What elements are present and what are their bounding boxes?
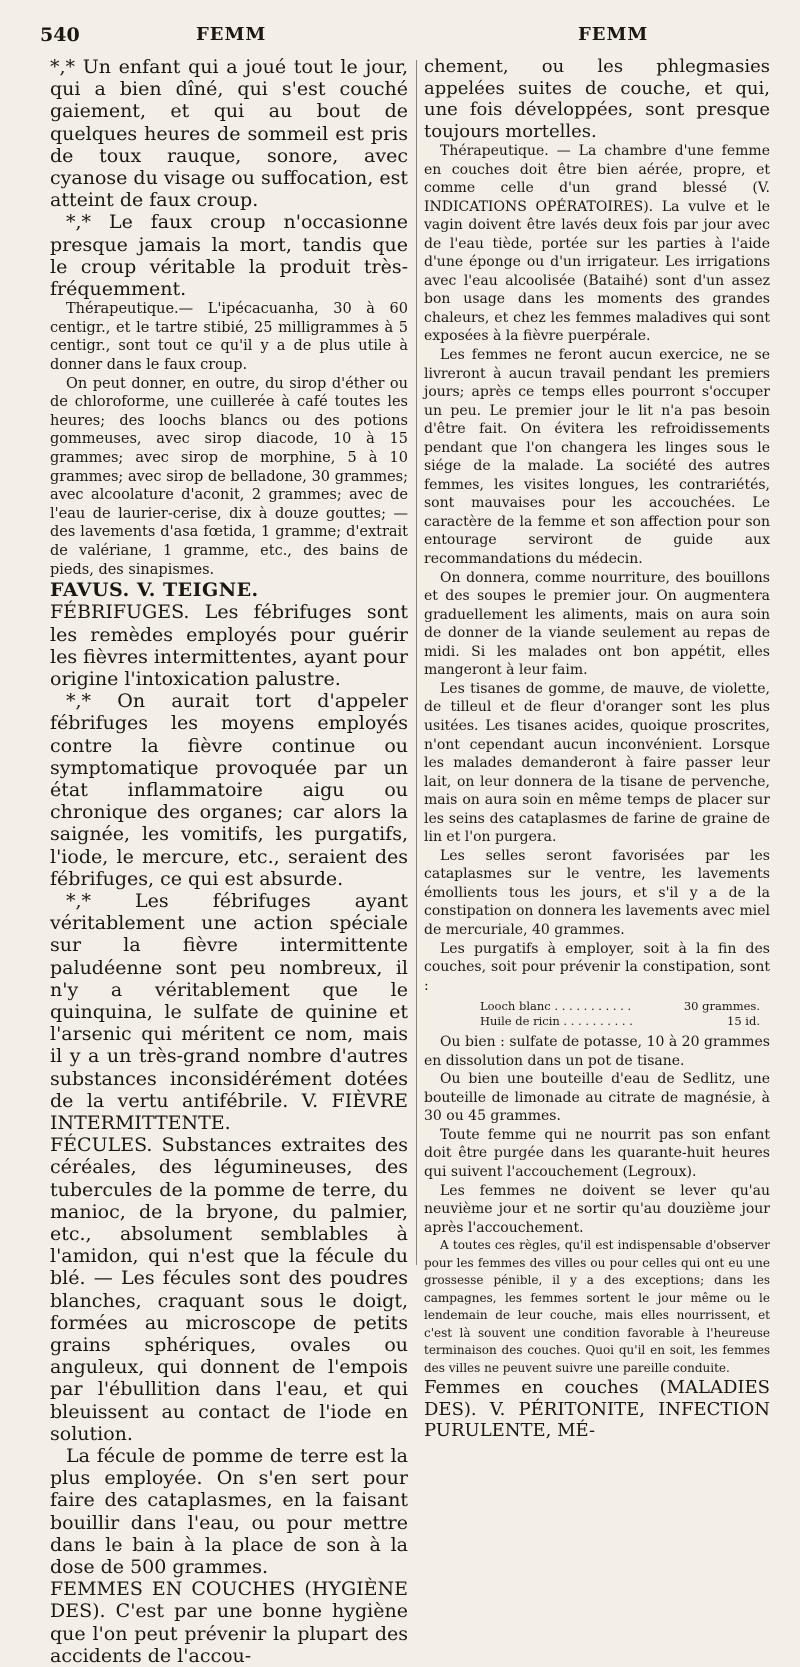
paragraph: chement, ou les phlegmasies appelées suites de couche, et qui, une fois développées, sont presque toujours mortelles. [424, 56, 770, 142]
paragraph: *,* Les fébrifuges ayant véritablement une action spéciale sur la fièvre intermittente paludéenne sont peu nombreux, il n'y a véritablement que le quinquina, le sulfate de quinine et l'arsenic qui méritent ce nom, mais il y a un très-grand nombre d'autres substances inconsidérément dotées de la vertu antifébrile. V. FIÈVRE INTERMITTENTE. [50, 889, 408, 1135]
paragraph: On donnera, comme nourriture, des bouillons et des soupes le premier jour. On augmentera graduellement les aliments, mais on aura soin de donner de la viande seulement au repas de midi. Si les malades ont bon appétit, elles mangeront à leur faim. [424, 569, 770, 679]
column-divider [416, 60, 417, 1265]
recipe-row [424, 999, 770, 1014]
entry-heading: FAVUS. V. TEIGNE. [50, 579, 259, 602]
paragraph: *,* Le faux croup n'occasionne presque jamais la mort, tandis que le croup véritable la produit très-fréquemment. [50, 211, 408, 301]
paragraph: Toute femme qui ne nourrit pas son enfant doit être purgée dans les quarante-huit heures qui suivent l'accouchement (Legroux). [424, 1126, 770, 1180]
paragraph: Les selles seront favorisées par les cataplasmes sur le ventre, les lavements émollients tous les jours, et s'il y a de la constipation on donnera les lavements avec miel de mercuriale, 40 grammes. [424, 847, 770, 938]
paragraph: FÉBRIFUGES. Les fébrifuges sont les remèdes employés pour guérir les fièvres intermittentes, ayant pour origine l'intoxication palustre. [50, 601, 408, 690]
paragraph: Les femmes ne feront aucun exercice, ne se livreront à aucun travail pendant les premiers jours; après ce temps elles pourront s'occuper un peu. Le premier jour le lit n'a pas besoin d'être fait. On évitera les refroidissements pendant que l'on changera les linges sous le siége de la malade. La société des autres femmes, les visites longues, les contrariétés, sont mauvaises pour les accouchées. Le caractère de la femme et son affection pour son entourage serviront de guide aux recommandations du médecin. [424, 347, 770, 568]
running-header [0, 24, 800, 54]
recipe-item: Looch blanc . . . . . . . . . . . [480, 999, 632, 1014]
paragraph: Les purgatifs à employer, soit à la fin des couches, soit pour prévenir la constipation, sont : [424, 940, 770, 994]
paragraph: La fécule de pomme de terre est la plus employée. On s'en sert pour faire des cataplasmes, en la faisant bouillir dans l'eau, ou pour mettre dans le bain à la place de son à la dose de 500 grammes. [50, 1445, 408, 1579]
entry-heading: Femmes en couches (MALADIES DES). V. PÉRITONITE, INFECTION PURULENTE, MÉ- [424, 1377, 770, 1442]
paragraph: Les tisanes de gomme, de mauve, de violette, de tilleul et de fleur d'oranger sont les plus usitées. Les tisanes acides, quoique proscrites, n'ont cependant aucun inconvénient. Lorsque les malades demanderont à faire passer leur lait, on leur donnera de la tisane de pervenche, mais on aura soin en même temps de placer sur les seins des cataplasmes de farine de graine de lin et l'on purgera. [424, 680, 770, 846]
recipe-item: Huile de ricin . . . . . . . . . . [480, 1014, 633, 1029]
recipe-qty: 15 id. [727, 1014, 760, 1029]
right-column [424, 56, 770, 1442]
recipe-row [424, 1014, 770, 1029]
paragraph: Ou bien : sulfate de potasse, 10 à 20 grammes en dissolution dans un pot de tisane. [424, 1034, 770, 1069]
running-title-right: FEMM [578, 24, 649, 45]
paragraph: Thérapeutique.— L'ipécacuanha, 30 à 60 centigr., et le tartre stibié, 25 milligrammes à 5 centigr., sont tout ce qu'il y a de plus utile à donner dans le faux croup. [50, 301, 408, 374]
running-title-left: FEMM [196, 24, 267, 45]
paragraph: Les femmes ne doivent se lever qu'au neuvième jour et ne sortir qu'au douzième jour après l'accouchement. [424, 1182, 770, 1236]
recipe-qty: 30 grammes. [683, 999, 760, 1014]
recipe-table [424, 999, 770, 1029]
paragraph: FÉCULES. Substances extraites des céréales, des légumineuses, des tubercules de la pomme de terre, du manioc, de la bryone, du palmier, etc., absolument semblables à l'amidon, qui n'est que la fécule du blé. — Les fécules sont des poudres blanches, craquant sous le doigt, formées au microscope de petits grains sphériques, ovales ou anguleux, qui donnent de l'empois par l'ébullition dans l'eau, et qui bleuissent au contact de l'iode en solution. [50, 1134, 408, 1445]
paragraph: A toutes ces règles, qu'il est indispensable d'observer pour les femmes des villes ou pour celles qui ont eu une grossesse pénible, il y a des exceptions; dans les campagnes, les femmes sortent le jour même ou le lendemain de leur couche, mais elles nourrissent, et c'est là souvent une condition favorable à l'heureuse terminaison des couches. Quoi qu'il en soit, les femmes des villes ne peuvent suivre une pareille conduite. [424, 1238, 770, 1375]
paragraph: *,* On aurait tort d'appeler fébrifuges les moyens employés contre la fièvre continue ou symptomatique provoquée par un état inflammatoire aigu ou chronique des organes; car alors la saignée, les vomitifs, les purgatifs, l'iode, le mercure, etc., seraient des fébrifuges, ce qui est absurde. [50, 690, 408, 890]
paragraph: On peut donner, en outre, du sirop d'éther ou de chloroforme, une cuillerée à café toutes les heures; des loochs blancs ou des potions gommeuses, avec sirop diacode, 10 à 15 grammes; avec sirop de morphine, 5 à 10 grammes; avec sirop de belladone, 30 grammes; avec alcoolature d'aconit, 2 grammes; avec de l'eau de laurier-cerise, dix à douze gouttes; — des lavements d'asa fœtida, 1 gramme; d'extrait de valériane, 1 gramme, etc., des bains de pieds, des sinapismes. [50, 375, 408, 578]
paragraph: *,* Un enfant qui a joué tout le jour, qui a bien dîné, qui s'est couché gaiement, et qui au bout de quelques heures de sommeil est pris de toux rauque, sonore, avec cyanose du visage ou suffocation, est atteint de faux croup. [50, 56, 408, 212]
left-column [50, 56, 408, 1667]
page-number: 540 [40, 24, 80, 46]
paragraph: Thérapeutique. — La chambre d'une femme en couches doit être bien aérée, propre, et comme celle d'un grand blessé (V. INDICATIONS OPÉRATOIRES). La vulve et le vagin doivent être lavés deux fois par jour avec de l'eau tiède, portée sur les parties à l'aide d'une éponge ou d'un irrigateur. Les irrigations avec l'eau alcoolisée (Bataihé) sont d'un assez bon usage dans les moments des grandes chaleurs, et chez les femmes maladives qui sont exposées à la fièvre puerpérale. [424, 143, 770, 345]
paragraph: FEMMES EN COUCHES (HYGIÈNE DES). C'est par une bonne hygiène que l'on peut prévenir la plupart des accidents de l'accou- [50, 1578, 408, 1667]
paragraph: Ou bien une bouteille d'eau de Sedlitz, une bouteille de limonade au citrate de magnésie, à 30 ou 45 grammes. [424, 1071, 770, 1125]
